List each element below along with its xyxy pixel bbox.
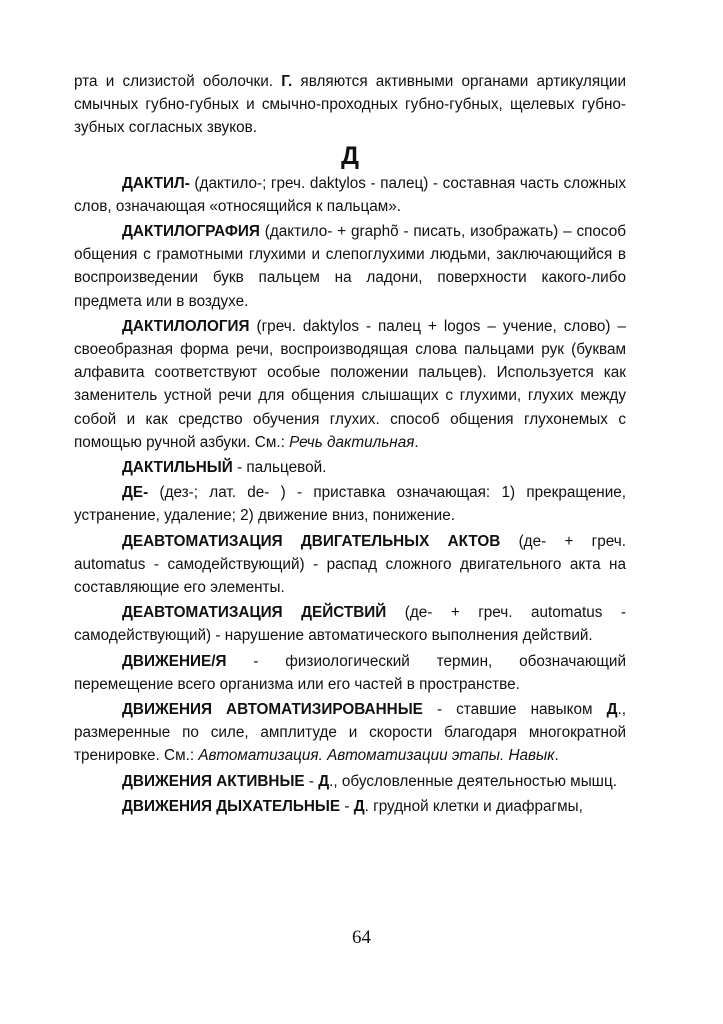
cross-reference-separator: . <box>318 747 328 765</box>
page-number: 64 <box>352 927 371 948</box>
entry-definition: - <box>304 772 319 790</box>
entry-definition: (де- + греч. automatus - самодействующий) - распад сложного двигательного акта на составляющие его элементы. <box>74 532 626 597</box>
entry-daktilografiya <box>74 220 626 313</box>
intro-paragraph <box>74 70 626 140</box>
cross-reference-separator: . <box>499 747 509 765</box>
entry-deavtomatizaciya-dvigatelnyh-aktov <box>74 530 626 600</box>
entry-definition: (дез-; лат. de- ) - приставка означающая: 1) прекращение, устранение, удаление; 2) движение вниз, понижение. <box>74 484 626 525</box>
entry-daktil <box>74 172 626 218</box>
entry-dvizheniya-dyhatelnye <box>74 795 626 818</box>
entry-term: ДАКТИЛ- <box>122 174 190 192</box>
document-page <box>74 70 626 820</box>
entry-definition: (дактило-; греч. daktylos - палец) - составная часть сложных слов, означающая «относящийся к пальцам». <box>74 174 626 215</box>
entry-daktilologiya <box>74 315 626 454</box>
entry-definition-cont: . грудной клетки и диафрагмы, <box>364 797 583 815</box>
entry-definition: - пальцевой. <box>232 459 327 477</box>
entry-end: . <box>554 747 559 765</box>
entry-definition-cont: ., обусловленные деятельностью мышц. <box>329 772 617 790</box>
entry-term: ДЕАВТОМАТИЗАЦИЯ ДЕЙСТВИЙ <box>122 604 387 622</box>
entry-dvizhenie <box>74 650 626 696</box>
entry-term: ДВИЖЕНИЯ АВТОМАТИЗИРОВАННЫЕ <box>122 701 423 719</box>
entry-abbr: Д <box>606 701 618 719</box>
intro-text-1: рта и слизистой оболочки. <box>74 73 282 90</box>
entry-end: . <box>414 433 419 451</box>
intro-text-2: являются активными органами артикуляции смычных губно-губных и смычно-проходных губно-губных, щелевых губно-зубных согласных звуков. <box>74 73 626 137</box>
cross-reference: Речь дактильная <box>289 433 415 451</box>
entry-definition: - физиологический термин, обозначающий перемещение всего организма или его частей в пространстве. <box>74 652 626 693</box>
entry-daktilnyy <box>74 456 626 479</box>
entry-definition: (греч. daktylos - палец + logos – учение, слово) – своеобразная форма речи, воспроизводящая слова пальцами рук (буквам алфавита соответствуют особые положении пальцев). Используется как заменитель устной речи для общения слышащих с глухими, глухих между собой и как средство обучения глухих. способ общения глухонемых с помощью ручной азбуки. См.: <box>74 317 626 451</box>
entry-definition-cont: ., размеренные по силе, амплитуде и скорости благодаря многократной тренировке. См.: <box>74 701 627 765</box>
entry-term: ДАКТИЛЬНЫЙ <box>122 459 233 477</box>
section-letter-heading: Д <box>341 141 359 170</box>
entry-term: ДЕАВТОМАТИЗАЦИЯ ДВИГАТЕЛЬНЫХ АКТОВ <box>122 532 501 550</box>
entry-term: ДВИЖЕНИЯ АКТИВНЫЕ <box>122 772 305 790</box>
entry-term: ДАКТИЛОГРАФИЯ <box>122 223 260 241</box>
entry-definition: (де- + греч. automatus - самодействующий) - нарушение автоматического выполнения действий. <box>74 604 626 645</box>
intro-abbr: Г. <box>281 73 293 90</box>
cross-reference: Навык <box>508 747 555 765</box>
entry-dvizheniya-aktivnye <box>74 770 626 793</box>
entry-definition: - <box>340 797 354 815</box>
entry-definition: (дактило- + graphõ - писать, изображать) – способ общения с грамотными глухими и слепоглухими людьми, заключающийся в воспроизведении букв пальцем на ладони, поверхности какого-либо предмета или в воздухе. <box>74 223 626 310</box>
entry-deavtomatizaciya-deystviy <box>74 601 626 647</box>
entry-dvizheniya-avtomatizirovannye <box>74 698 626 768</box>
entry-abbr: Д <box>353 797 365 815</box>
cross-reference: Автоматизации этапы <box>327 747 500 765</box>
entry-abbr: Д <box>318 772 330 790</box>
entry-de <box>74 481 626 527</box>
entry-term: ДВИЖЕНИЕ/Я <box>122 652 227 670</box>
cross-reference: Автоматизация <box>198 747 319 765</box>
entry-term: ДВИЖЕНИЯ ДЫХАТЕЛЬНЫЕ <box>122 797 341 815</box>
entry-term: ДЕ- <box>122 484 149 502</box>
entry-definition: - ставшие навыком <box>422 701 607 719</box>
entry-term: ДАКТИЛОЛОГИЯ <box>122 317 250 335</box>
